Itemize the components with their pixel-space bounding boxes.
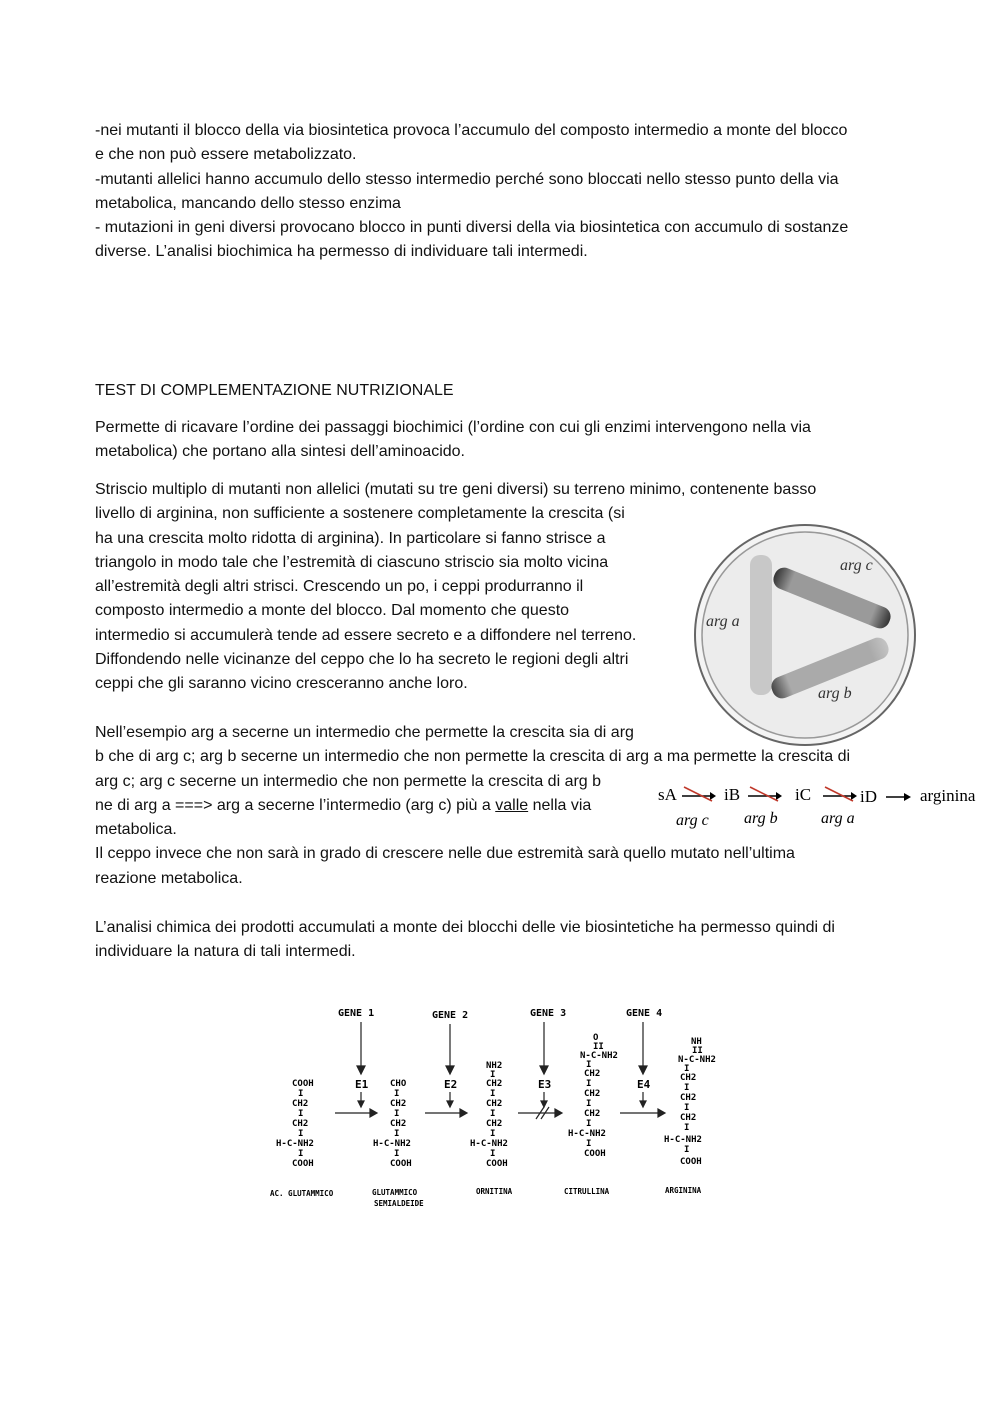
mutant-label: arg b: [744, 810, 778, 827]
svg-text:CH2: CH2: [680, 1073, 697, 1083]
text-line: arg c; arg c secerne un intermedio che non permette la crescita di arg b: [95, 772, 602, 790]
text-line: Striscio multiplo di mutanti non allelici (mutati su tre geni diversi) su terreno minimo, contenente basso: [95, 481, 817, 498]
text-line: metabolica.: [95, 821, 177, 839]
text-line: individuare la natura di tali intermedi.: [95, 943, 356, 961]
text-line: Permette di ricavare l’ordine dei passaggi biochimici (l’ordine con cui gli enzimi intervengono nella via: [95, 419, 811, 436]
svg-text:CH2: CH2: [680, 1113, 697, 1123]
svg-text:H-C-NH2: H-C-NH2: [664, 1135, 702, 1145]
svg-text:I: I: [298, 1129, 304, 1139]
node-sA: sA: [658, 785, 677, 804]
compound-name: CITRULLINA: [564, 1187, 610, 1196]
node-iB: iB: [724, 785, 741, 804]
gene-label: GENE 1: [338, 1008, 375, 1019]
compound-name-part: SEMIALDEIDE: [374, 1199, 424, 1208]
svg-text:I: I: [394, 1149, 400, 1159]
svg-text:H-C-NH2: H-C-NH2: [568, 1129, 606, 1139]
svg-text:H-C-NH2: H-C-NH2: [276, 1139, 314, 1149]
gene-label: GENE 2: [432, 1010, 469, 1021]
node-iD: iD: [860, 787, 877, 806]
svg-text:CH2: CH2: [584, 1109, 601, 1119]
compound-ornitina: [470, 1061, 508, 1169]
block-mark: [684, 787, 712, 801]
svg-text:CH2: CH2: [584, 1069, 601, 1079]
text-line: Diffondendo nelle vicinanze del ceppo che lo ha secreto le regioni degli altri: [95, 651, 629, 669]
svg-text:I: I: [490, 1109, 496, 1119]
svg-text:I: I: [684, 1145, 690, 1155]
svg-text:I: I: [490, 1070, 496, 1080]
svg-text:I: I: [298, 1089, 304, 1099]
svg-text:I: I: [684, 1064, 690, 1074]
petri-dish-inner: [702, 532, 908, 738]
svg-text:I: I: [490, 1149, 496, 1159]
svg-text:COOH: COOH: [390, 1159, 412, 1169]
text-line: metabolica, mancando dello stesso enzima: [95, 194, 401, 212]
node-arginina: arginina: [920, 786, 976, 805]
svg-text:I: I: [394, 1129, 400, 1139]
compound-arginina: [664, 1037, 716, 1167]
svg-text:NH: NH: [691, 1037, 702, 1047]
text-line: ha una crescita molto ridotta di arginina). In particolare si fanno strisce a: [95, 529, 606, 547]
text-line: all’estremità degli altri strisci. Crescendo un po, i ceppi produrranno il: [95, 578, 584, 596]
svg-text:I: I: [586, 1099, 592, 1109]
svg-text:CH2: CH2: [292, 1119, 309, 1129]
streak-arg-a: [750, 555, 772, 695]
svg-text:CH2: CH2: [390, 1119, 407, 1129]
compound-name: ARGININA: [665, 1186, 702, 1195]
mutant-label: arg c: [676, 812, 709, 829]
pathway-diagram: [650, 776, 990, 836]
enzyme-label: E4: [637, 1078, 651, 1091]
compound-name: [372, 1188, 424, 1208]
svg-text:CH2: CH2: [486, 1079, 503, 1089]
gene-label: GENE 3: [530, 1008, 567, 1019]
compound-glutammico-semialdeide: [373, 1079, 412, 1169]
svg-text:II: II: [692, 1046, 703, 1056]
svg-text:I: I: [586, 1079, 592, 1089]
svg-text:CH2: CH2: [486, 1119, 503, 1129]
node-iC: iC: [795, 785, 812, 804]
text-line: diverse. L’analisi biochimica ha permesso di individuare tali intermedi.: [95, 243, 588, 261]
svg-text:COOH: COOH: [680, 1157, 702, 1167]
svg-text:COOH: COOH: [486, 1159, 508, 1169]
intro-paragraph: [95, 119, 848, 265]
svg-text:N-C-NH2: N-C-NH2: [678, 1055, 716, 1065]
svg-text:CH2: CH2: [292, 1099, 309, 1109]
text-line: -mutanti allelici hanno accumulo dello stesso intermedio perché sono bloccati nello stesso punto della via: [95, 170, 839, 188]
enzyme-label: E3: [538, 1078, 552, 1091]
svg-text:I: I: [394, 1109, 400, 1119]
svg-text:I: I: [684, 1123, 690, 1133]
svg-text:I: I: [586, 1119, 592, 1129]
compound-name: AC. GLUTAMMICO: [270, 1189, 334, 1198]
svg-text:COOH: COOH: [292, 1159, 314, 1169]
svg-text:I: I: [394, 1089, 400, 1099]
svg-text:COOH: COOH: [292, 1079, 314, 1089]
text-segment: ne di arg a ===> arg a secerne l’intermedio (arg c) più a: [95, 796, 496, 814]
compound-ac-glutammico: [276, 1079, 314, 1169]
svg-text:I: I: [298, 1149, 304, 1159]
paragraph-purpose: [95, 416, 811, 465]
svg-text:H-C-NH2: H-C-NH2: [470, 1139, 508, 1149]
text-line: intermedio si accumulerà tende ad essere secreto e a diffondere nel terreno.: [95, 626, 637, 644]
text-line: b che di arg c; arg b secerne un intermedio che non permette la crescita di arg a ma permette la crescita di: [95, 748, 851, 766]
compound-name-part: GLUTAMMICO: [372, 1188, 418, 1197]
text-line: reazione metabolica.: [95, 869, 243, 887]
svg-text:COOH: COOH: [584, 1149, 606, 1159]
text-line: Il ceppo invece che non sarà in grado di crescere nelle due estremità sarà quello mutato nell’ultima: [95, 845, 795, 863]
svg-text:I: I: [490, 1089, 496, 1099]
text-line: e che non può essere metabolizzato.: [95, 146, 357, 164]
section-heading: TEST DI COMPLEMENTAZIONE NUTRIZIONALE: [95, 382, 454, 399]
block-mark: [825, 787, 853, 801]
text-line: livello di arginina, non sufficiente a sostenere completamente la crescita (si: [95, 505, 625, 523]
svg-text:I: I: [684, 1103, 690, 1113]
gene-label: GENE 4: [626, 1008, 663, 1019]
text-line: -nei mutanti il blocco della via biosintetica provoca l’accumulo del composto intermedio a monte del blocco: [95, 122, 848, 139]
underlined-word: valle: [495, 796, 529, 814]
svg-text:H-C-NH2: H-C-NH2: [373, 1139, 411, 1149]
text-line: metabolica) che portano alla sintesi dell’aminoacido.: [95, 443, 465, 461]
svg-text:NH2: NH2: [486, 1061, 503, 1071]
label-arg-b: arg b: [818, 685, 852, 702]
svg-text:I: I: [586, 1139, 592, 1149]
text-line: composto intermedio a monte del blocco. Dal momento che questo: [95, 602, 570, 620]
label-arg-a: arg a: [706, 613, 740, 630]
svg-text:I: I: [684, 1083, 690, 1093]
block-mark: [750, 787, 778, 801]
enzyme-label: E2: [444, 1078, 458, 1091]
svg-text:CH2: CH2: [584, 1089, 601, 1099]
petri-dish-figure: [690, 520, 920, 750]
svg-text:O: O: [593, 1033, 599, 1043]
svg-text:I: I: [490, 1129, 496, 1139]
svg-text:CH2: CH2: [486, 1099, 503, 1109]
label-arg-c: arg c: [840, 557, 873, 574]
mutant-label: arg a: [821, 810, 855, 827]
text-line: triangolo in modo tale che l’estremità di ciascuno striscio sia molto vicina: [95, 553, 609, 571]
compound-name: ORNITINA: [476, 1187, 513, 1196]
text-line: L’analisi chimica dei prodotti accumulati a monte dei blocchi delle vie biosintetiche ha permesso quindi di: [95, 919, 835, 936]
svg-text:I: I: [586, 1060, 592, 1070]
svg-text:II: II: [593, 1042, 604, 1052]
svg-text:CH2: CH2: [390, 1099, 407, 1109]
text-line: ceppi che gli saranno vicino cresceranno anche loro.: [95, 675, 468, 693]
svg-text:I: I: [298, 1109, 304, 1119]
svg-text:CH2: CH2: [680, 1093, 697, 1103]
svg-text:CHO: CHO: [390, 1079, 407, 1089]
text-segment: nella via: [528, 796, 592, 814]
chemical-scheme: [260, 1000, 750, 1215]
text-line: - mutazioni in geni diversi provocano blocco in punti diversi della via biosintetica con accumulo di sostanze: [95, 219, 849, 237]
paragraph-analysis: [95, 916, 835, 965]
svg-text:N-C-NH2: N-C-NH2: [580, 1051, 618, 1061]
text-line: Nell’esempio arg a secerne un intermedio che permette la crescita sia di arg: [95, 724, 634, 741]
compound-citrullina: [568, 1033, 618, 1159]
enzyme-label: E1: [355, 1078, 369, 1091]
